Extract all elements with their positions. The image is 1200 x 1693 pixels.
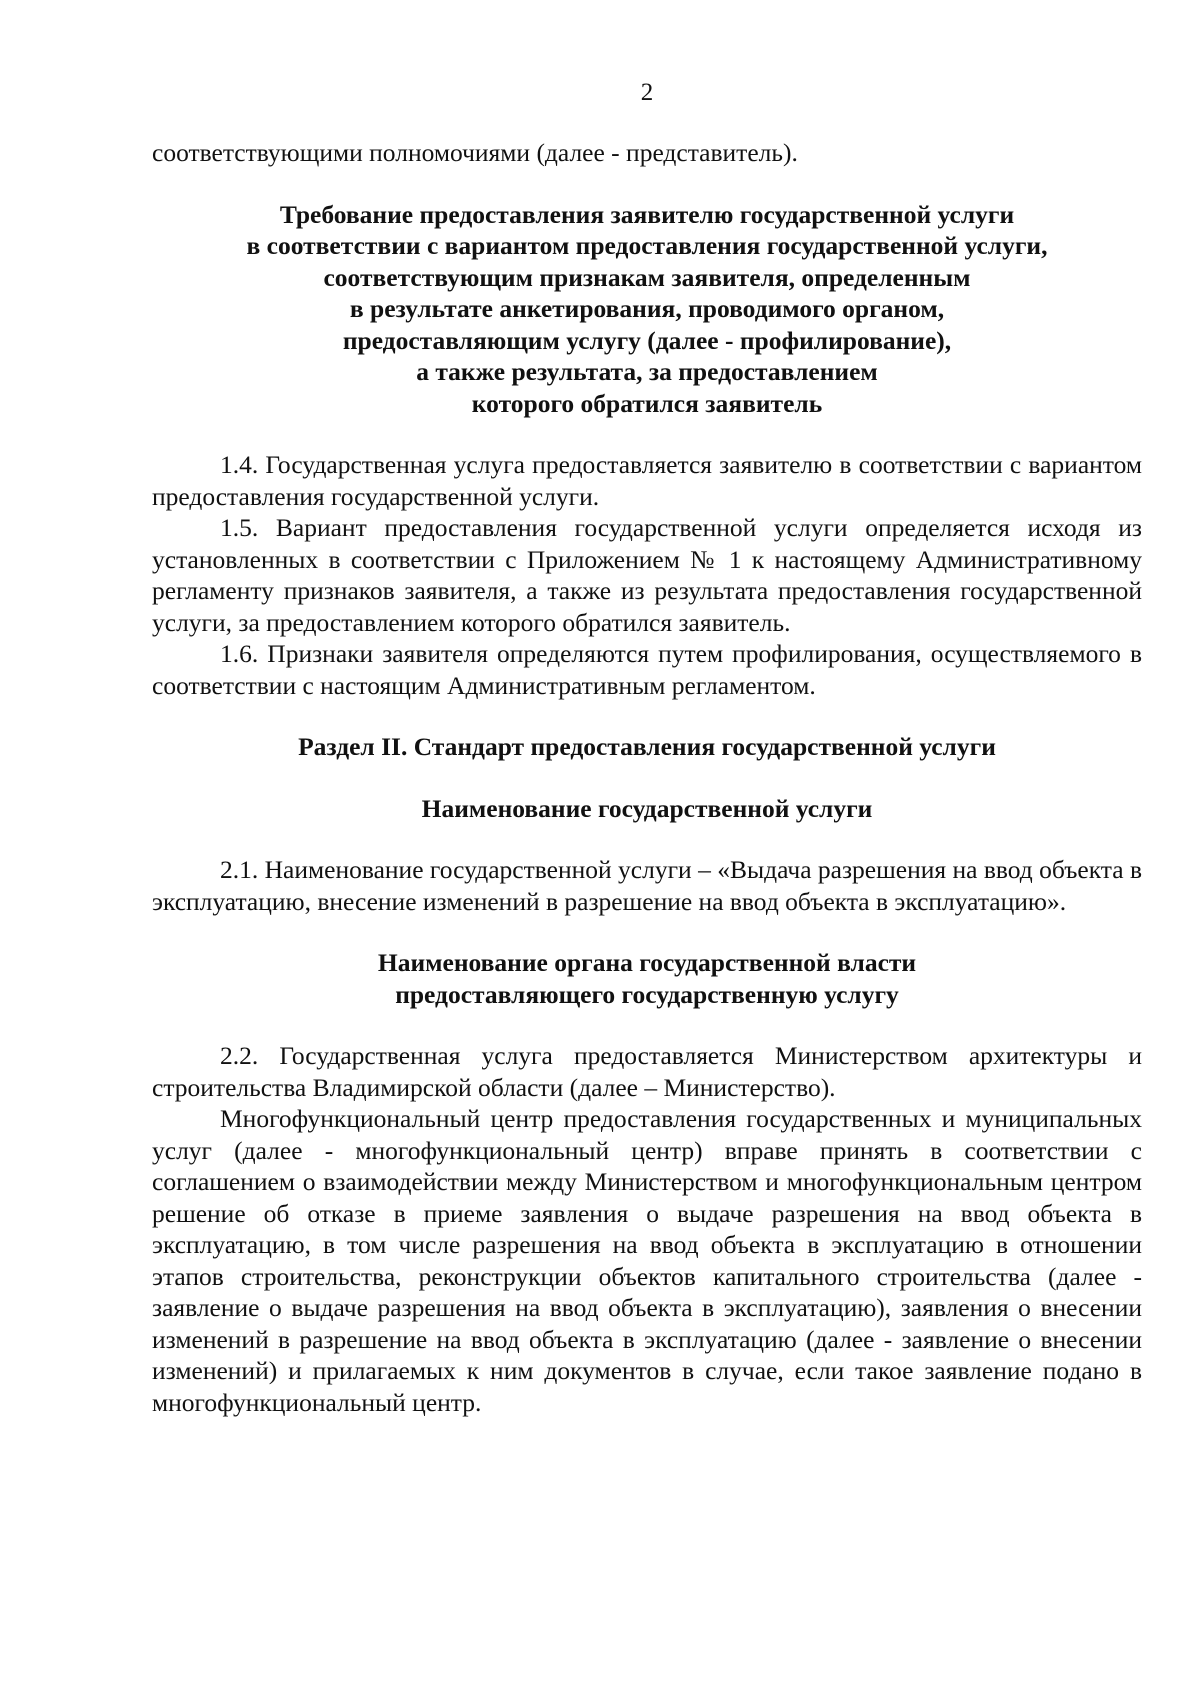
section-2-title: Раздел II. Стандарт предоставления государственной услуги <box>298 732 996 761</box>
continuation-text: соответствующими полномочиями (далее - представитель). <box>152 138 798 167</box>
heading-authority <box>152 947 1142 1010</box>
heading-line: Требование предоставления заявителю государственной услуги <box>279 199 1015 229</box>
paragraph-1-5: 1.5. Вариант предоставления государственной услуги определяется исходя из установленных в соответствии с Приложением № 1 к настоящему Административному регламенту признаков заявителя, а также из результата предоставления государственной услуги, за предоставлением которого обратился заявитель. <box>152 513 1142 637</box>
heading-line: предоставляющего государственную услугу <box>395 979 899 1009</box>
paragraph-2-1: 2.1. Наименование государственной услуги – «Выдача разрешения на ввод объекта в эксплуатацию, внесение изменений в разрешение на ввод объекта в эксплуатацию». <box>152 855 1142 916</box>
heading-line: которого обратился заявитель <box>471 388 823 418</box>
paragraph-mfc: Многофункциональный центр предоставления государственных и муниципальных услуг (далее - многофункциональный центр) вправе принять в соответствии с соглашением о взаимодействии между Министерством и многофункциональным центром решение об отказе в приеме заявления о выдаче разрешения на ввод объекта в эксплуатацию, в том числе разрешения на ввод объекта в эксплуатацию в отношении этапов строительства, реконструкции объектов капитального строительства (далее - заявление о выдаче разрешения на ввод объекта в эксплуатацию), заявления о внесении изменений в разрешение на ввод объекта в эксплуатацию (далее - заявление о внесении изменений) и прилагаемых к ним документов в случае, если такое заявление подано в многофункциональный центр. <box>152 1104 1142 1417</box>
paragraph-1-4: 1.4. Государственная услуга предоставляется заявителю в соответствии с вариантом предоставления государственной услуги. <box>152 450 1142 511</box>
heading-requirement <box>152 199 1142 420</box>
heading-line: соответствующим признакам заявителя, определенным <box>323 262 971 292</box>
paragraph-1-6: 1.6. Признаки заявителя определяются путем профилирования, осуществляемого в соответствии с настоящим Административным регламентом. <box>152 639 1142 700</box>
heading-line: Наименование органа государственной власти <box>377 948 917 977</box>
page-number: 2 <box>640 79 654 106</box>
heading-line: в соответствии с вариантом предоставления государственной услуги, <box>246 231 1048 260</box>
document-body <box>152 137 1142 1418</box>
heading-line: в результате анкетирования, проводимого органом, <box>349 294 945 323</box>
heading-line: предоставляющим услугу (далее - профилирование), <box>342 325 952 355</box>
heading-service-name: Наименование государственной услуги <box>421 793 873 823</box>
heading-line: а также результата, за предоставлением <box>416 357 878 386</box>
paragraph-2-2: 2.2. Государственная услуга предоставляется Министерством архитектуры и строительства Владимирской области (далее – Министерство). <box>152 1041 1142 1102</box>
